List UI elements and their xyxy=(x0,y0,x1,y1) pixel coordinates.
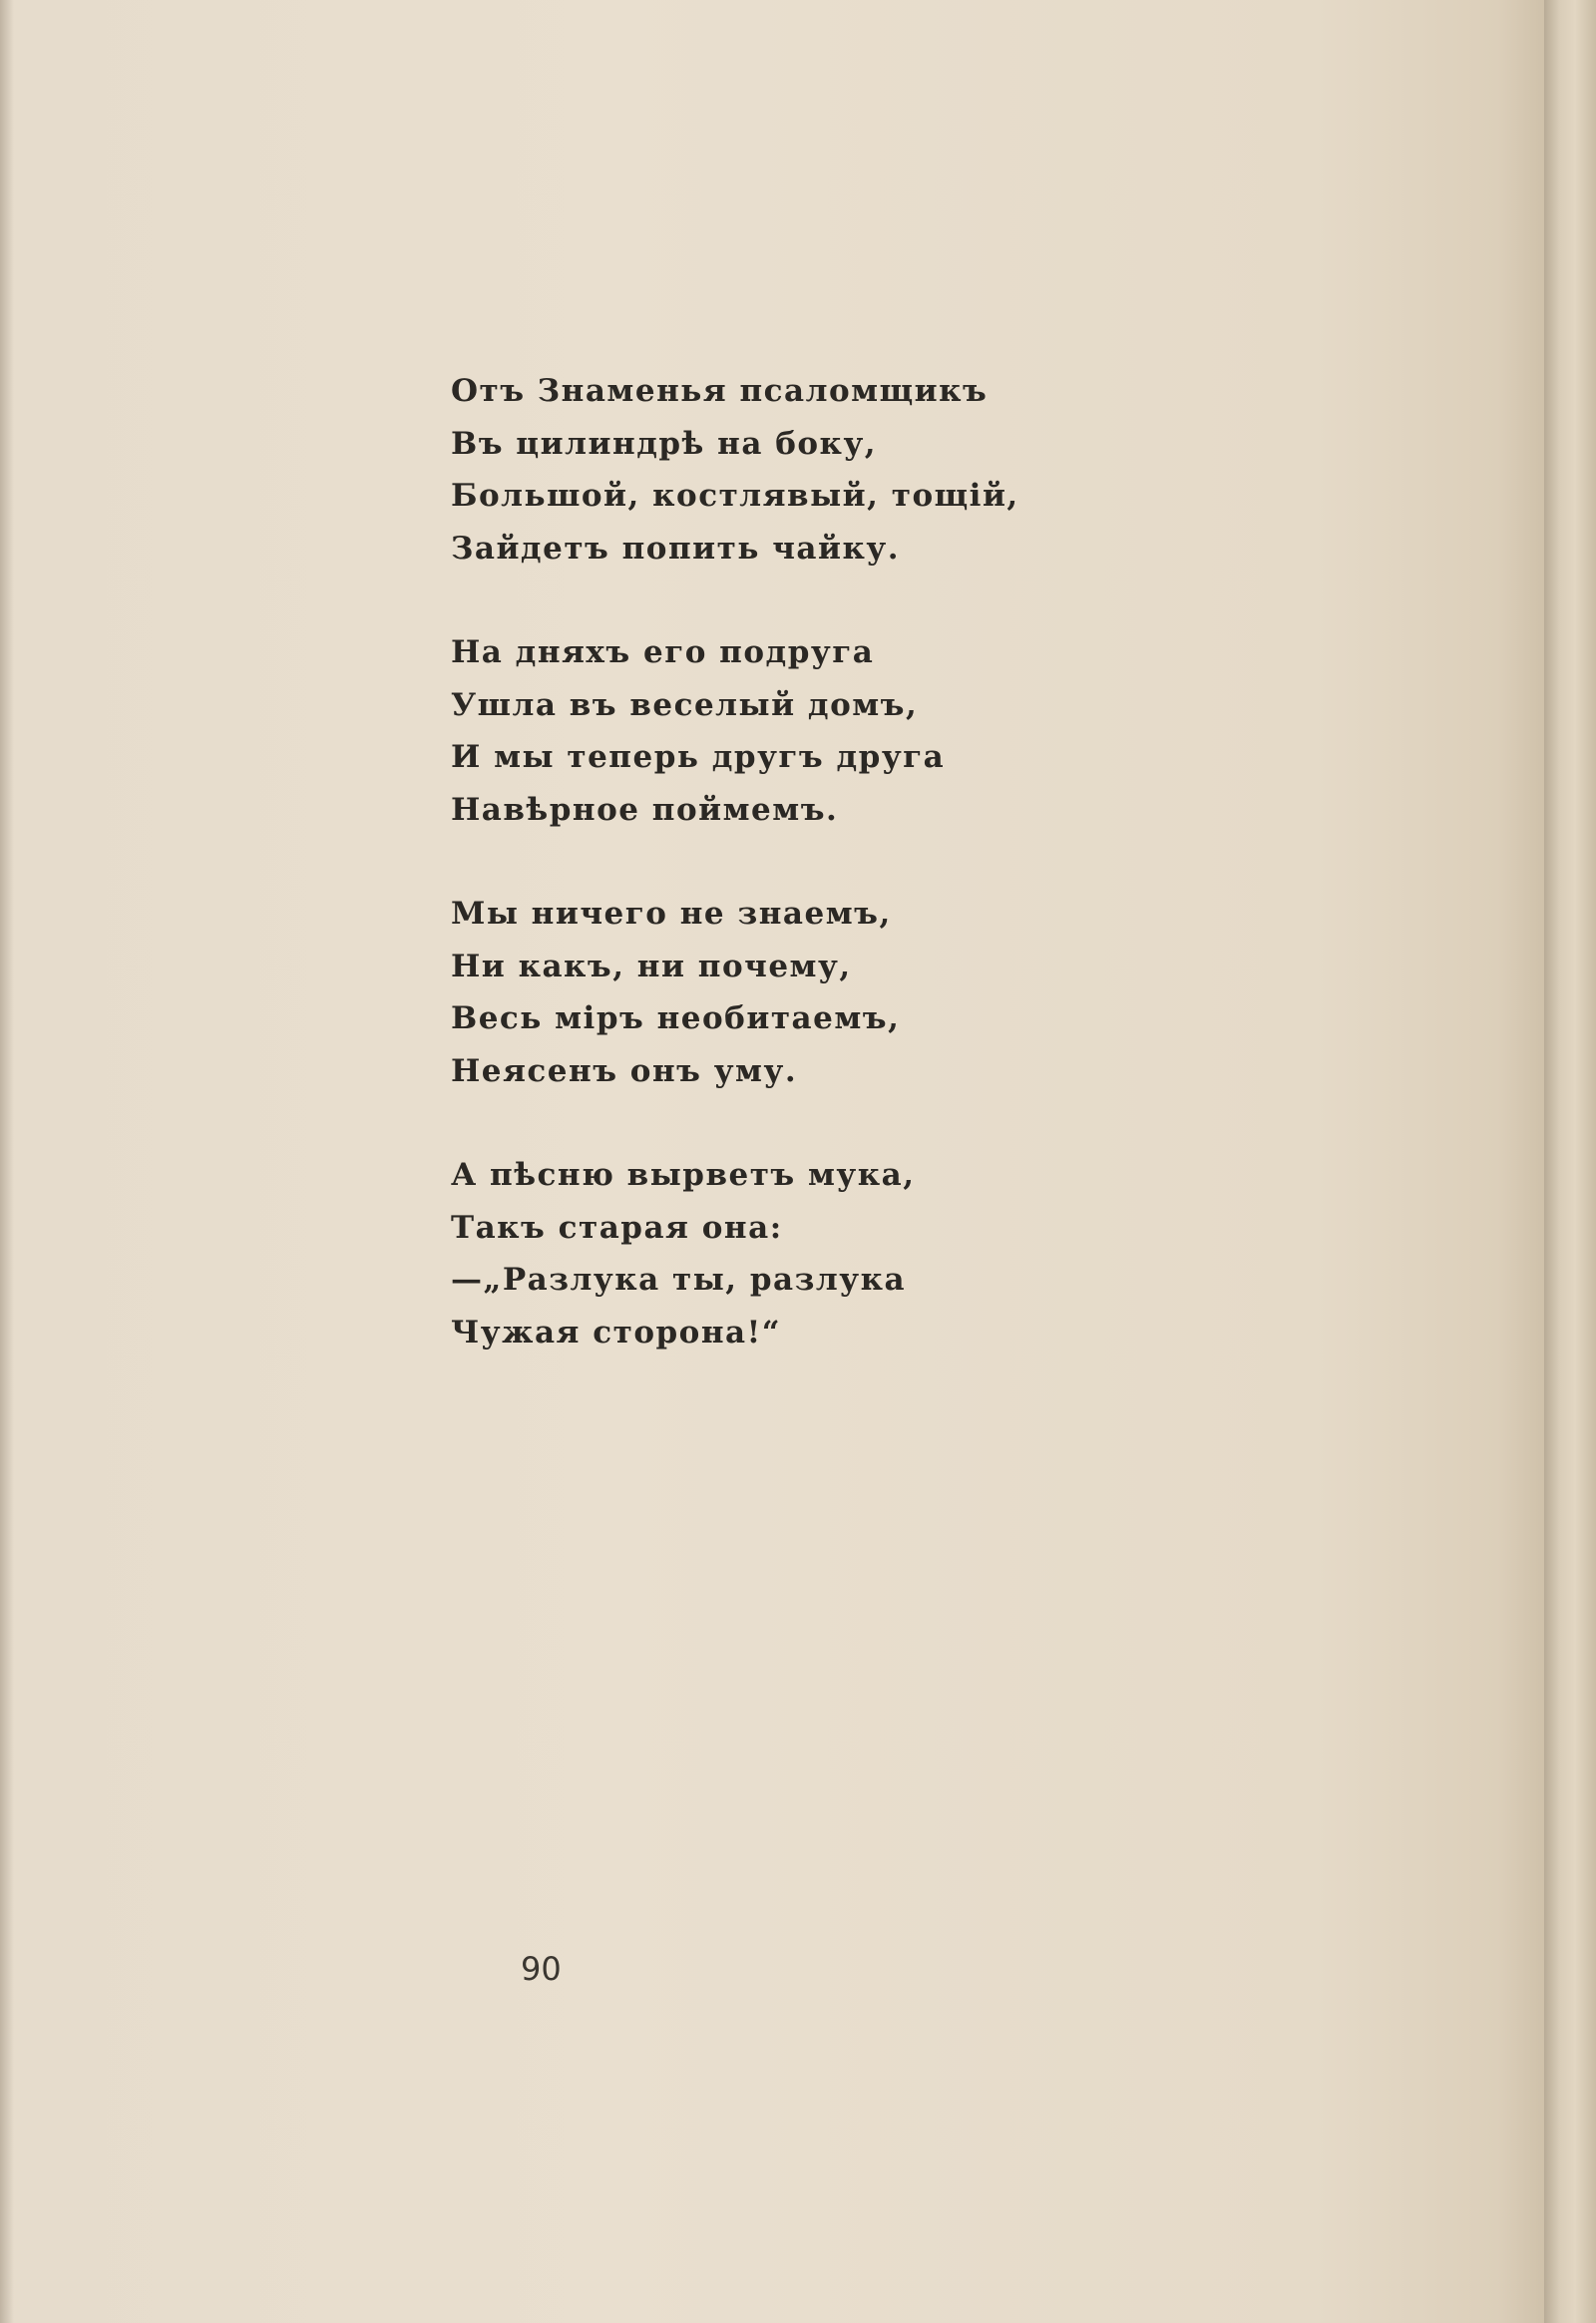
poem-line: Мы ничего не знаемъ, xyxy=(451,896,892,932)
poem-line: Чужая сторона!“ xyxy=(451,1314,782,1351)
poem-line: Зайдетъ попить чайку. xyxy=(451,530,900,567)
page-number: 90 xyxy=(521,1950,562,1988)
poem-line: Ни какъ, ни почему, xyxy=(451,948,852,984)
poem-line: Отъ Знаменья псаломщикъ xyxy=(451,373,989,409)
poem-line: Навѣрное поймемъ. xyxy=(451,791,839,828)
stanza-2 xyxy=(451,626,1009,836)
poem-line: —„Разлука ты, разлука xyxy=(451,1262,907,1298)
gutter-shadow xyxy=(0,0,14,2323)
poem xyxy=(451,365,1019,1410)
stanza-1 xyxy=(451,365,1019,575)
poem-line: Такъ старая она: xyxy=(451,1209,783,1246)
page-edge xyxy=(1544,0,1596,2323)
poem-line: Неясенъ онъ уму. xyxy=(451,1052,798,1089)
poem-line: Большой, костлявый, тощій, xyxy=(451,478,1019,514)
poem-line: На дняхъ его подруга xyxy=(451,634,875,670)
poem-line: А пѣсню вырветъ мука, xyxy=(451,1157,916,1193)
poem-line: Ушла въ веселый домъ, xyxy=(451,686,919,723)
poem-line: И мы теперь другъ друга xyxy=(451,739,946,775)
stanza-3 xyxy=(451,888,1009,1097)
poem-line: Весь міръ необитаемъ, xyxy=(451,1000,901,1036)
stanza-4 xyxy=(451,1149,1009,1358)
poem-line: Въ цилиндрѣ на боку, xyxy=(451,425,878,462)
